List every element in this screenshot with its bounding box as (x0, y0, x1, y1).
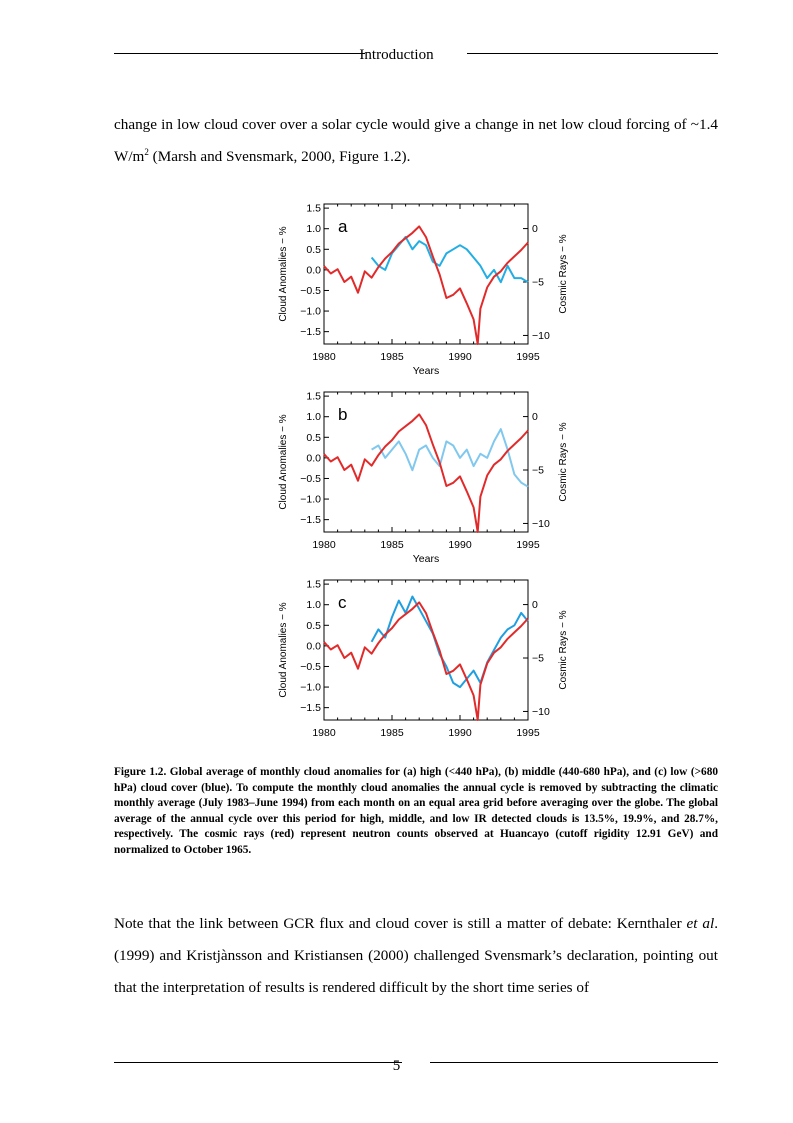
panel-b-xtick-label: 1990 (448, 539, 472, 551)
paragraph-bottom-text-a: Note that the link between GCR flux and cloud cover is still a matter of debate: Kernthaler (114, 915, 687, 932)
panel-c-xtick-label: 1985 (380, 727, 404, 739)
paragraph-bottom (114, 908, 718, 1004)
panel-c-xtick-label: 1980 (312, 727, 336, 739)
header-rule-right (467, 53, 718, 54)
panel-a-xtick-label: 1990 (448, 351, 472, 363)
panel-a-cloud-anomaly-line (372, 237, 528, 282)
paragraph-top (114, 109, 718, 173)
panel-a-ytick-right-label: 0 (532, 223, 538, 236)
panel-a-ytick-right-label: −10 (532, 329, 550, 342)
panel-b-ytick-label: 0.0 (306, 452, 321, 465)
panel-b-ytick-label: −1.0 (300, 493, 321, 506)
panel-a-xtick-label: 1985 (380, 351, 404, 363)
paragraph-bottom-text-b: . (1999) and Kristjànsson and Kristiansen (2000) challenged Svensmark’s declaration, pointing out that the interpretation of results is rendered difficult by the short time series of (114, 915, 718, 996)
panel-b-cosmic-rays-line (324, 414, 528, 532)
panel-c-ytick-label: 1.0 (306, 599, 321, 612)
panel-c-ylabel: Cloud Anomalies − % (278, 602, 289, 698)
panel-a-label: a (338, 217, 348, 236)
panel-a-ytick-label: −1.5 (300, 326, 321, 339)
panel-a-xtick-label: 1980 (312, 351, 336, 363)
panel-c-label: c (338, 593, 347, 612)
panel-b-ylabel-right: Cosmic Rays − % (558, 422, 569, 502)
panel-b-ytick-label: 1.0 (306, 411, 321, 424)
panel-b-ytick-right-label: 0 (532, 411, 538, 424)
panel-a-ytick-label: −0.5 (300, 284, 321, 297)
panel-c-ytick-label: 0.5 (306, 619, 321, 632)
panel-c-ylabel-right: Cosmic Rays − % (558, 610, 569, 690)
panel-b-ylabel: Cloud Anomalies − % (278, 414, 289, 510)
panel-a-ytick-right-label: −5 (532, 276, 544, 289)
panel-c-xtick-label: 1995 (516, 727, 540, 739)
panel-a-ytick-label: 0.5 (306, 243, 321, 256)
panel-b-ytick-label: 0.5 (306, 431, 321, 444)
panel-b-label: b (338, 405, 348, 424)
panel-a-xlabel: Years (412, 365, 440, 377)
footer-rule-right (430, 1062, 718, 1063)
panel-c-ytick-label: −1.5 (300, 702, 321, 715)
panel-b-ytick-label: −1.5 (300, 514, 321, 527)
panel-c-ytick-label: −1.0 (300, 681, 321, 694)
panel-b-ytick-label: 1.5 (306, 390, 321, 403)
panel-c-xtick-label: 1990 (448, 727, 472, 739)
panel-a-ytick-label: 1.0 (306, 223, 321, 236)
panel-b-ytick-right-label: −5 (532, 464, 544, 477)
panel-b-xtick-label: 1995 (516, 539, 540, 551)
panel-a-ytick-label: 1.5 (306, 202, 321, 215)
panel-c-ytick-right-label: −10 (532, 705, 550, 718)
figure-1-2 (260, 190, 569, 755)
paragraph-top-text-b: (Marsh and Svensmark, 2000, Figure 1.2). (148, 148, 411, 165)
panel-b-xlabel: Years (412, 553, 440, 565)
panel-b-ytick-label: −0.5 (300, 472, 321, 485)
panel-c-ytick-label: −0.5 (300, 660, 321, 673)
panel-a-ylabel-right: Cosmic Rays − % (558, 234, 569, 314)
superscript: 2 (144, 147, 149, 157)
running-header: Introduction (359, 47, 434, 63)
paragraph-top-text-a: change in low cloud cover over a solar cycle would give a change in net low cloud forcing of ~1.4 W/m (114, 116, 718, 165)
panel-b-ytick-right-label: −10 (532, 517, 550, 530)
panel-a-xtick-label: 1995 (516, 351, 540, 363)
panel-c-ytick-right-label: −5 (532, 652, 544, 665)
panel-a-ylabel: Cloud Anomalies − % (278, 226, 289, 322)
figure-caption: Figure 1.2. Global average of monthly cloud anomalies for (a) high (<440 hPa), (b) middle (440-680 hPa), and (c) low (>680 hPa) cloud cover (blue). To compute the monthly cloud anomalies the annual cycle is removed by subtracting the climatic monthly average (July 1983–June 1994) from each month on an equal area grid before averaging over the globe. The global average of the annual cycle over this period for high, middle, and low IR detected clouds is 13.5%, 19.9%, and 28.7%, respectively. The cosmic rays (red) represent neutron counts observed at Huancayo (cutoff rigidity 12.91 GeV) and normalized to October 1965. (114, 766, 718, 856)
panel-b-xtick-label: 1985 (380, 539, 404, 551)
panel-a-ytick-label: −1.0 (300, 305, 321, 318)
panel-b-xtick-label: 1980 (312, 539, 336, 551)
panel-c-ytick-label: 0.0 (306, 640, 321, 653)
italic-al: al (702, 915, 715, 932)
page-number: 5 (392, 1058, 401, 1074)
panel-c-ytick-right-label: 0 (532, 599, 538, 612)
panel-c-ytick-label: 1.5 (306, 578, 321, 591)
italic-et: et (686, 915, 698, 932)
panel-a-ytick-label: 0.0 (306, 264, 321, 277)
